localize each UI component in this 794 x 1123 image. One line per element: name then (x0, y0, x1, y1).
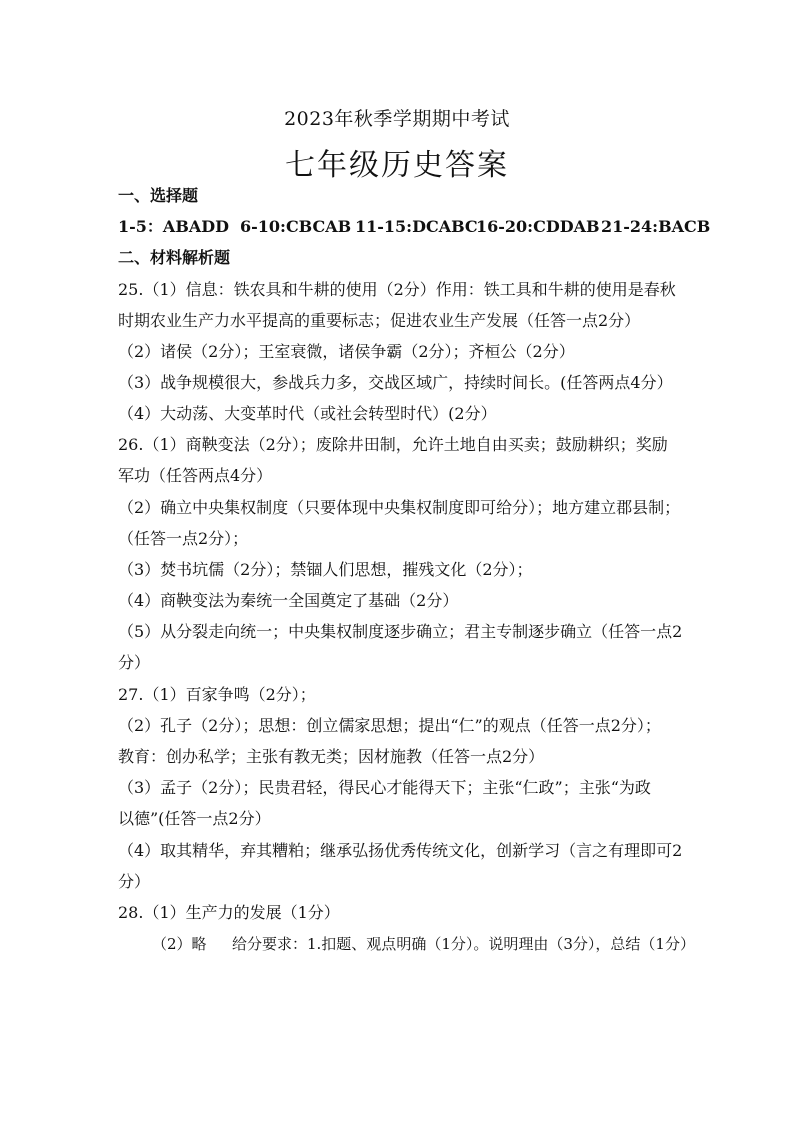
answer-line: （3）战争规模很大，参战兵力多，交战区域广，持续时间长。(任答两点4分） (118, 373, 673, 392)
answer-line: （4）大动荡、大变革时代（或社会转型时代）(2分） (118, 404, 497, 423)
answer-line: 26.（1）商鞅变法（2分）；废除井田制，允许土地自由买卖；鼓励耕织；奖励 (118, 435, 668, 454)
answer-line: 教育：创办私学；主张有教无类；因材施教（任答一点2分） (118, 747, 545, 766)
answer-line: 以德”(任答一点2分） (118, 809, 271, 828)
answer-line: （3）焚书坑儒（2分）；禁锢人们思想，摧残文化（2分）； (118, 560, 533, 579)
answer-line: （2）确立中央集权制度（只要体现中央集权制度即可给分）；地方建立郡县制； (118, 498, 681, 517)
answer-line: （4）商鞅变法为秦统一全国奠定了基础（2分） (118, 591, 459, 610)
answer-line: 28.（1）生产力的发展（1分） (118, 903, 340, 922)
grading-note-text: 给分要求：1.扣题、观点明确（1分）。说明理由（3分），总结（1分） (232, 935, 695, 953)
section-heading-material-analysis: 二、材料解析题 (118, 248, 231, 267)
answer-line: （2）孔子（2分）；思想：创立儒家思想；提出“仁”的观点（任答一点2分）； (118, 716, 661, 735)
grading-note-line (152, 934, 695, 954)
answer-line: 27.（1）百家争鸣（2分）； (118, 685, 316, 704)
answer-line: 分） (118, 653, 151, 672)
mc-answer-21-24: 21-24:BACB (601, 217, 711, 236)
mc-answer-1-5: 1-5：ABADD (118, 217, 230, 236)
answer-line: （2）诸侯（2分）；王室衰微，诸侯争霸（2分）；齐桓公（2分） (118, 342, 575, 361)
mc-answer-6-10: 6-10:CBCAB (240, 217, 352, 236)
mc-answer-11-15: 11-15:DCABC (355, 217, 478, 236)
answer-line: （4）取其精华，弃其糟粕；继承弘扬优秀传统文化，创新学习（言之有理即可2 (118, 841, 683, 860)
answer-line: 时期农业生产力水平提高的重要标志；促进农业生产发展（任答一点2分） (118, 311, 641, 330)
mc-answer-16-20: 16-20:CDDAB (476, 217, 600, 236)
section-heading-multiple-choice: 一、选择题 (118, 186, 199, 205)
answer-title: 七年级历史答案 (285, 148, 509, 183)
grading-note-label: （2）略 (152, 935, 207, 953)
answer-line: （3）孟子（2分）；民贵君轻，得民心才能得天下；主张“仁政”；主张“为政 (118, 778, 651, 797)
answer-line: 25.（1）信息：铁农具和牛耕的使用（2分）作用：铁工具和牛耕的使用是春秋 (118, 280, 676, 299)
answer-line: 军功（任答两点4分） (118, 466, 273, 485)
answer-line: （5）从分裂走向统一；中央集权制度逐步确立；君主专制逐步确立（任答一点2 (118, 622, 683, 641)
answer-line: （任答一点2分）； (118, 529, 249, 548)
multiple-choice-answers (118, 217, 710, 237)
exam-title: 2023年秋季学期期中考试 (284, 108, 510, 130)
answer-line: 分） (118, 872, 151, 891)
